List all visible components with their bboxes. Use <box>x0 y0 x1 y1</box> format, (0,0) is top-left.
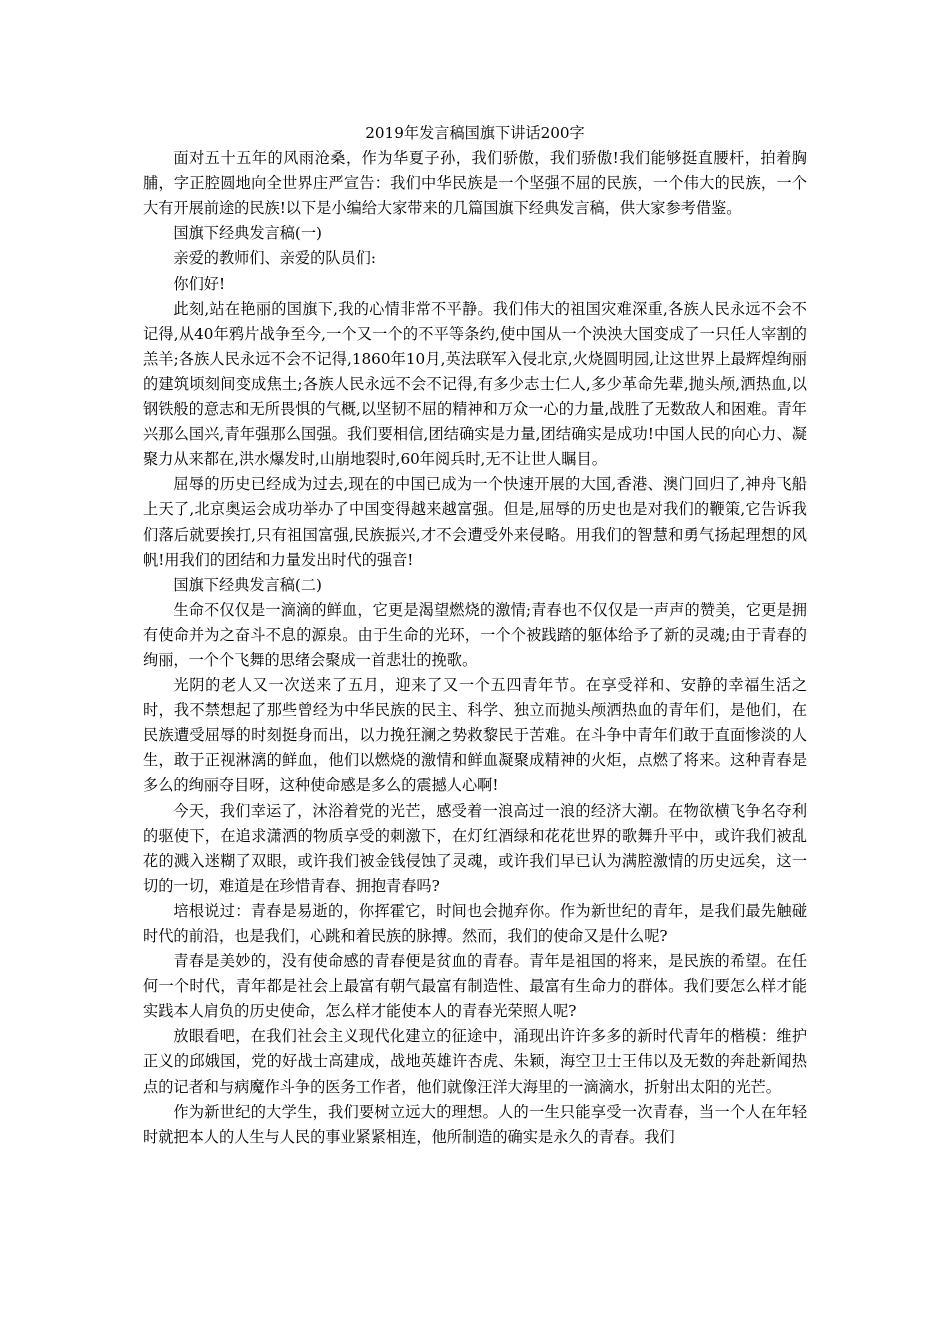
section2-paragraph-3: 今天，我们幸运了，沐浴着党的光芒，感受着一浪高过一浪的经济大潮。在物欲横飞争名夺利的驱使下，在追求潇洒的物质享受的刺激下，在灯红酒绿和花花世界的歌舞升平中，或许我们被乱花的溅入迷糊了双眼，或许我们被金钱侵蚀了灵魂，或许我们早已认为满腔激情的历史远矣，这一切的一切，难道是在珍惜青春、拥抱青春吗? <box>143 801 807 895</box>
document-page <box>143 120 807 1150</box>
section1-paragraph-2: 屈辱的历史已经成为过去,现在的中国已成为一个快速开展的大国,香港、澳门回归了,神舟飞船上天了,北京奥运会成功举办了中国变得越来越富强。但是,屈辱的历史也是对我们的鞭策,它告诉我们落后就要挨打,只有祖国富强,民族振兴,才不会遭受外来侵略。用我们的智慧和勇气扬起理想的风帆!用我们的团结和力量发出时代的强音! <box>143 475 807 569</box>
section2-paragraph-5: 青春是美妙的，没有使命感的青春便是贫血的青春。青年是祖国的将来，是民族的希望。在任何一个时代，青年都是社会上最富有朝气最富有制造性、最富有生命力的群体。我们要怎么样才能实践本人肩负的历史使命，怎么样才能使本人的青春光荣照人呢? <box>143 952 807 1021</box>
document-title: 2019年发言稿国旗下讲话200字 <box>365 124 585 142</box>
intro-paragraph: 面对五十五年的风雨沧桑，作为华夏子孙，我们骄傲，我们骄傲!我们能够挺直腰杆，拍着胸脯，字正腔圆地向全世界庄严宣告：我们中华民族是一个坚强不屈的民族，一个伟大的民族，一个大有开展前途的民族!以下是小编给大家带来的几篇国旗下经典发言稿，供大家参考借鉴。 <box>143 149 807 218</box>
section-heading-2: 国旗下经典发言稿(二) <box>173 575 322 594</box>
greeting: 你们好! <box>173 274 226 293</box>
section2-paragraph-7: 作为新世纪的大学生，我们要树立远大的理想。人的一生只能享受一次青春，当一个人在年轻时就把本人的人生与人民的事业紧紧相连，他所制造的确实是永久的青春。我们 <box>143 1102 807 1146</box>
section2-paragraph-2: 光阴的老人又一次送来了五月，迎来了又一个五四青年节。在享受祥和、安静的幸福生活之时，我不禁想起了那些曾经为中华民族的民主、科学、独立而抛头颅洒热血的青年们，是他们，在民族遭受屈辱的时刻挺身而出，以力挽狂澜之势救黎民于苦难。在斗争中青年们敢于直面惨淡的人生，敢于正视淋漓的鲜血，他们以燃烧的激情和鲜血凝聚成精神的火炬，点燃了将来。这种青春是多么的绚丽夺目呀，这种使命感是多么的震撼人心啊! <box>143 676 807 795</box>
section-heading-1: 国旗下经典发言稿(一) <box>173 224 322 243</box>
salutation: 亲爱的教师们、亲爱的队员们: <box>173 249 376 268</box>
section2-paragraph-6: 放眼看吧，在我们社会主义现代化建立的征途中，涌现出许许多多的新时代青年的楷模：维护正义的邱娥国，党的好战士高建成，战地英雄许杏虎、朱颖，海空卫士王伟以及无数的奔赴新闻热点的记者和与病魔作斗争的医务工作者，他们就像汪洋大海里的一滴滴水，折射出太阳的光芒。 <box>143 1027 807 1096</box>
section2-paragraph-4: 培根说过：青春是易逝的，你挥霍它，时间也会抛弃你。作为新世纪的青年，是我们最先触碰时代的前沿，也是我们，心跳和着民族的脉搏。然而，我们的使命又是什么呢? <box>143 901 807 945</box>
section1-paragraph-1: 此刻,站在艳丽的国旗下,我的心情非常不平静。我们伟大的祖国灾难深重,各族人民永远不会不记得,从40年鸦片战争至今,一个又一个的不平等条约,使中国从一个泱泱大国变成了一只任人宰割的羔羊;各族人民永远不会不记得,1860年10月,英法联军入侵北京,火烧圆明园,让这世界上最辉煌绚丽的建筑顷刻间变成焦土;各族人民永远不会不记得,有多少志士仁人,多少革命先辈,抛头颅,洒热血,以钢铁般的意志和无所畏惧的气概,以坚韧不屈的精神和万众一心的力量,战胜了无数敌人和困难。青年兴那么国兴,青年强那么国强。我们要相信,团结确实是力量,团结确实是成功!中国人民的向心力、凝聚力从来都在,洪水爆发时,山崩地裂时,60年阅兵时,无不让世人瞩目。 <box>143 299 807 469</box>
section2-paragraph-1: 生命不仅仅是一滴滴的鲜血，它更是渴望燃烧的激情;青春也不仅仅是一声声的赞美，它更是拥有使命并为之奋斗不息的源泉。由于生命的光环，一个个被践踏的躯体给予了新的灵魂;由于青春的绚丽，一个个飞舞的思绪会聚成一首悲壮的挽歌。 <box>143 600 807 669</box>
